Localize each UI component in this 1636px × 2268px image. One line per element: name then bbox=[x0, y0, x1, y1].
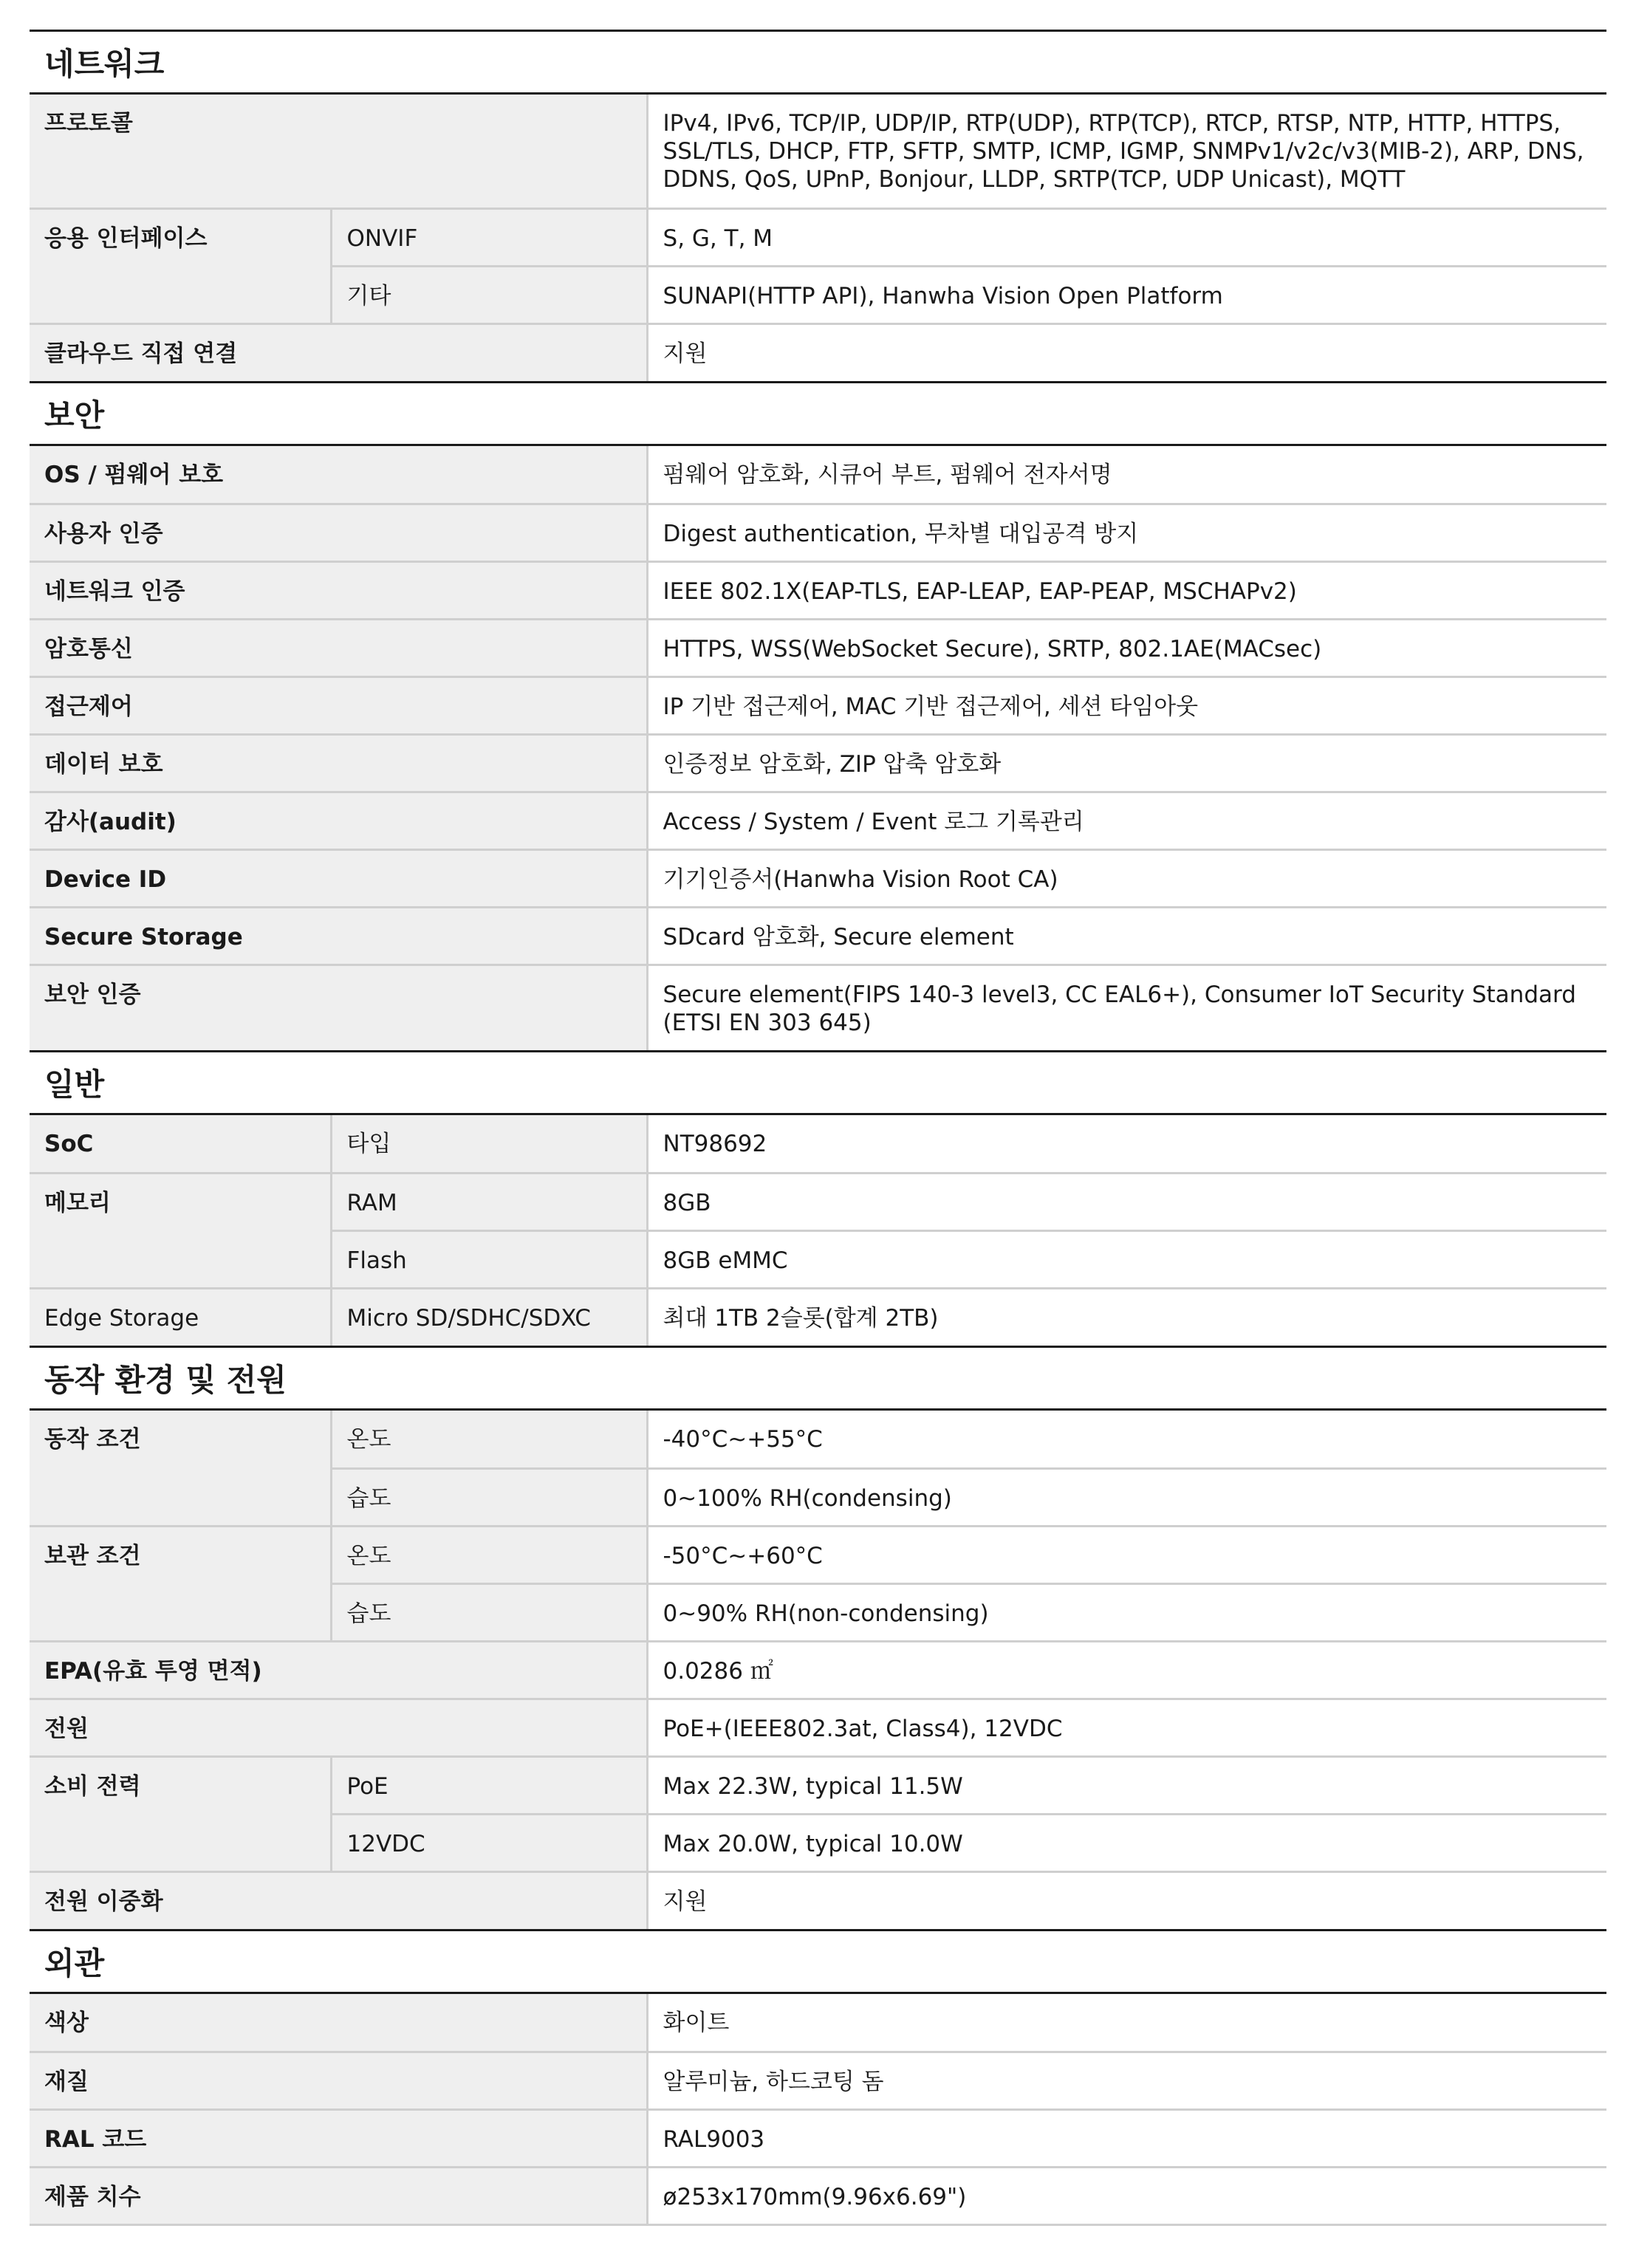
row-value: IEEE 802.1X(EAP-TLS, EAP-LEAP, EAP-PEAP, MSCHAPv2) bbox=[647, 561, 1606, 619]
row-sublabel: PoE bbox=[331, 1756, 647, 1814]
spec-table-appearance bbox=[30, 1994, 1606, 2226]
row-value: 알루미늄, 하드코팅 돔 bbox=[647, 2052, 1606, 2109]
row-value: 화이트 bbox=[647, 1994, 1606, 2052]
table-row bbox=[30, 1526, 1606, 1583]
row-value: 8GB eMMC bbox=[647, 1230, 1606, 1288]
table-row bbox=[30, 323, 1606, 381]
row-value: 8GB bbox=[647, 1173, 1606, 1230]
row-label: 보안 인증 bbox=[30, 965, 647, 1050]
row-sublabel: ONVIF bbox=[331, 208, 647, 266]
table-row bbox=[30, 1871, 1606, 1929]
row-sublabel: Flash bbox=[331, 1230, 647, 1288]
section-title-environment-power: 동작 환경 및 전원 bbox=[30, 1346, 1606, 1411]
row-value: S, G, T, M bbox=[647, 208, 1606, 266]
table-row bbox=[30, 2052, 1606, 2109]
row-value: -50°C~+60°C bbox=[647, 1526, 1606, 1583]
section-title-network: 네트워크 bbox=[30, 30, 1606, 95]
table-row bbox=[30, 1411, 1606, 1468]
row-label: 재질 bbox=[30, 2052, 647, 2109]
row-label: 클라우드 직접 연결 bbox=[30, 323, 647, 381]
row-value: 지원 bbox=[647, 323, 1606, 381]
row-value: 최대 1TB 2슬롯(합계 2TB) bbox=[647, 1288, 1606, 1346]
table-row bbox=[30, 619, 1606, 676]
row-sublabel: 타입 bbox=[331, 1115, 647, 1173]
row-sublabel: RAM bbox=[331, 1173, 647, 1230]
row-label: 보관 조건 bbox=[30, 1526, 331, 1641]
row-label: 색상 bbox=[30, 1994, 647, 2052]
table-row bbox=[30, 1756, 1606, 1814]
row-value: Access / System / Event 로그 기록관리 bbox=[647, 792, 1606, 849]
row-label: Edge Storage bbox=[30, 1288, 331, 1346]
table-row bbox=[30, 2109, 1606, 2167]
table-row bbox=[30, 1641, 1606, 1699]
row-value: Max 22.3W, typical 11.5W bbox=[647, 1756, 1606, 1814]
row-value: RAL9003 bbox=[647, 2109, 1606, 2167]
row-value: Secure element(FIPS 140-3 level3, CC EAL6+), Consumer IoT Security Standard (ETSI EN 303 645) bbox=[647, 965, 1606, 1050]
row-label: EPA(유효 투영 면적) bbox=[30, 1641, 647, 1699]
table-row bbox=[30, 1173, 1606, 1230]
row-label: 데이터 보호 bbox=[30, 734, 647, 792]
row-value: Max 20.0W, typical 10.0W bbox=[647, 1814, 1606, 1871]
row-sublabel: 기타 bbox=[331, 266, 647, 323]
table-row bbox=[30, 734, 1606, 792]
row-value: -40°C~+55°C bbox=[647, 1411, 1606, 1468]
row-value: SDcard 암호화, Secure element bbox=[647, 907, 1606, 965]
row-label: 프로토콜 bbox=[30, 95, 647, 208]
table-row bbox=[30, 792, 1606, 849]
spec-table-environment-power bbox=[30, 1411, 1606, 1929]
row-value: 0~100% RH(condensing) bbox=[647, 1468, 1606, 1526]
table-row bbox=[30, 849, 1606, 907]
row-value: IP 기반 접근제어, MAC 기반 접근제어, 세션 타임아웃 bbox=[647, 676, 1606, 734]
table-row bbox=[30, 1994, 1606, 2052]
table-row bbox=[30, 965, 1606, 1050]
row-value: ø253x170mm(9.96x6.69") bbox=[647, 2167, 1606, 2224]
table-row bbox=[30, 676, 1606, 734]
table-row bbox=[30, 2167, 1606, 2224]
row-sublabel: 12VDC bbox=[331, 1814, 647, 1871]
row-value: 펌웨어 암호화, 시큐어 부트, 펌웨어 전자서명 bbox=[647, 446, 1606, 504]
section-title-security: 보안 bbox=[30, 381, 1606, 446]
table-row bbox=[30, 1288, 1606, 1346]
row-value: PoE+(IEEE802.3at, Class4), 12VDC bbox=[647, 1699, 1606, 1756]
row-value: HTTPS, WSS(WebSocket Secure), SRTP, 802.1AE(MACsec) bbox=[647, 619, 1606, 676]
row-label: 응용 인터페이스 bbox=[30, 208, 331, 323]
table-row bbox=[30, 208, 1606, 266]
row-sublabel: Micro SD/SDHC/SDXC bbox=[331, 1288, 647, 1346]
row-label: 전원 이중화 bbox=[30, 1871, 647, 1929]
table-row bbox=[30, 1699, 1606, 1756]
row-value: 0.0286 ㎡ bbox=[647, 1641, 1606, 1699]
row-value: Digest authentication, 무차별 대입공격 방지 bbox=[647, 504, 1606, 561]
row-value: IPv4, IPv6, TCP/IP, UDP/IP, RTP(UDP), RTP(TCP), RTCP, RTSP, NTP, HTTP, HTTPS, SSL/TLS, DHCP, FTP, SFTP, SMTP, ICMP, IGMP, SNMPv1/v2c/v3(MIB-2), ARP, DNS, DDNS, QoS, UPnP, Bonjour, LLDP, SRTP(TCP, UDP Unicast), MQTT bbox=[647, 95, 1606, 208]
row-label: Device ID bbox=[30, 849, 647, 907]
row-value: NT98692 bbox=[647, 1115, 1606, 1173]
row-label: 네트워크 인증 bbox=[30, 561, 647, 619]
spec-table-general bbox=[30, 1115, 1606, 1346]
row-value: SUNAPI(HTTP API), Hanwha Vision Open Platform bbox=[647, 266, 1606, 323]
row-label: 전원 bbox=[30, 1699, 647, 1756]
table-row bbox=[30, 561, 1606, 619]
row-label: 제품 치수 bbox=[30, 2167, 647, 2224]
row-value: 기기인증서(Hanwha Vision Root CA) bbox=[647, 849, 1606, 907]
section-title-appearance: 외관 bbox=[30, 1929, 1606, 1994]
row-label: 메모리 bbox=[30, 1173, 331, 1288]
row-label: 사용자 인증 bbox=[30, 504, 647, 561]
table-row bbox=[30, 504, 1606, 561]
row-value: 지원 bbox=[647, 1871, 1606, 1929]
section-title-general: 일반 bbox=[30, 1050, 1606, 1115]
table-row bbox=[30, 907, 1606, 965]
spec-sheet bbox=[30, 30, 1606, 2226]
row-label: 동작 조건 bbox=[30, 1411, 331, 1526]
table-row bbox=[30, 1115, 1606, 1173]
row-sublabel: 습도 bbox=[331, 1583, 647, 1641]
row-value: 인증정보 암호화, ZIP 압축 암호화 bbox=[647, 734, 1606, 792]
row-label: 감사(audit) bbox=[30, 792, 647, 849]
row-label: 접근제어 bbox=[30, 676, 647, 734]
row-label: 소비 전력 bbox=[30, 1756, 331, 1871]
row-label: RAL 코드 bbox=[30, 2109, 647, 2167]
row-value: 0~90% RH(non-condensing) bbox=[647, 1583, 1606, 1641]
row-label: Secure Storage bbox=[30, 907, 647, 965]
spec-table-network bbox=[30, 95, 1606, 381]
table-row bbox=[30, 95, 1606, 208]
row-sublabel: 습도 bbox=[331, 1468, 647, 1526]
row-label: OS / 펌웨어 보호 bbox=[30, 446, 647, 504]
spec-table-security bbox=[30, 446, 1606, 1050]
row-label: SoC bbox=[30, 1115, 331, 1173]
row-sublabel: 온도 bbox=[331, 1411, 647, 1468]
table-row bbox=[30, 446, 1606, 504]
row-sublabel: 온도 bbox=[331, 1526, 647, 1583]
row-label: 암호통신 bbox=[30, 619, 647, 676]
